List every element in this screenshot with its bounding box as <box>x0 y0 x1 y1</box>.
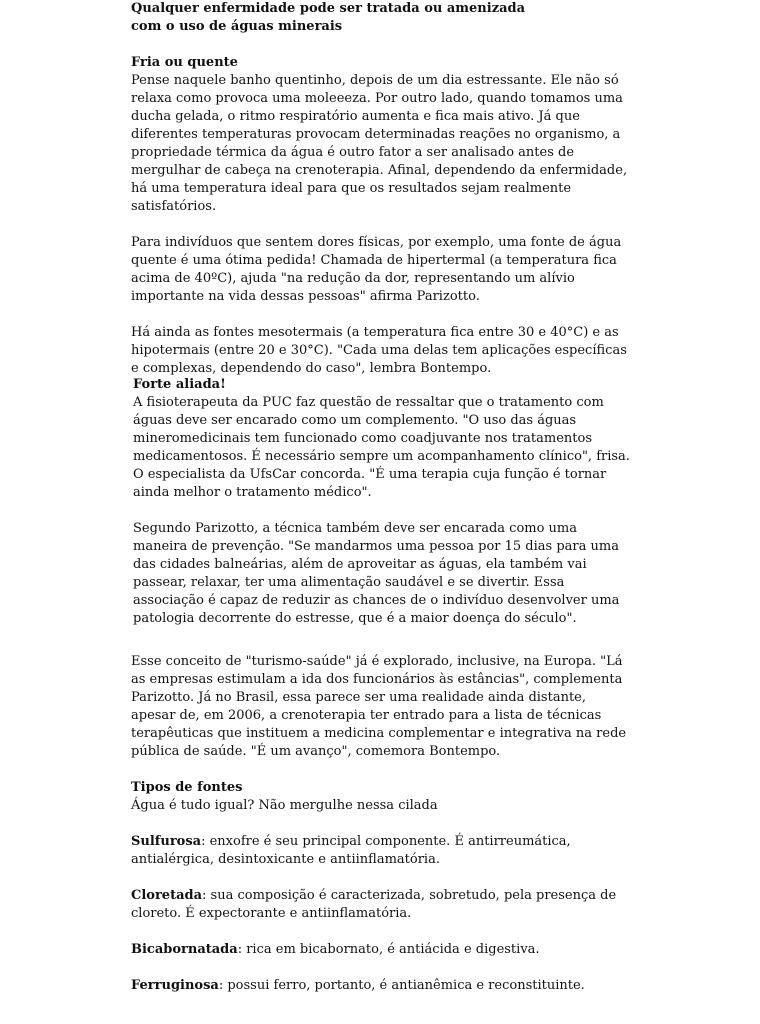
section-forte-aliada <box>133 376 633 628</box>
term-ferruginosa: Ferruginosa <box>131 978 219 993</box>
article-headline <box>131 0 631 36</box>
list-item-bicabornatada <box>131 941 631 959</box>
desc-ferruginosa: : possui ferro, portanto, é antianêmica e reconstituinte. <box>218 978 585 993</box>
list-item-sulfurosa <box>131 833 631 869</box>
list-item-ferruginosa <box>131 977 631 995</box>
section-title-forte: Forte aliada! <box>133 377 226 392</box>
desc-bicabornatada: : rica em bicabornato, é antiácida e digestiva. <box>237 942 540 957</box>
section-subtitle-tipos: Água é tudo igual? Não mergulhe nessa cilada <box>131 798 438 813</box>
paragraph-fria-3: Há ainda as fontes mesotermais (a temperatura fica entre 30 e 40°C) e as hipotermais (entre 20 e 30°C). "Cada uma delas tem aplicações específicas e complexas, dependendo do caso", lembra Bontempo. <box>131 325 627 376</box>
desc-cloretada: : sua composição é caracterizada, sobretudo, pela presença de cloreto. É expectorante e antiinflamatória. <box>131 888 617 921</box>
paragraph-fria-2: Para indivíduos que sentem dores físicas, por exemplo, uma fonte de água quente é uma ótima pedida! Chamada de hipertermal (a temperatura fica acima de 40ºC), ajuda "na redução da dor, representando um alívio importante na vida dessas pessoas" afirma Parizotto. <box>131 235 622 304</box>
section-tipos-de-fontes <box>131 779 631 995</box>
term-cloretada: Cloretada <box>131 888 203 903</box>
section-turismo-saude <box>131 653 631 761</box>
paragraph-forte-2: Segundo Parizotto, a técnica também deve ser encarada como uma maneira de prevenção. "Se mandarmos uma pessoa por 15 dias para uma das cidades balneárias, além de aproveitar as águas, ela também vai passear, relaxar, ter uma alimentação saudável e se divertir. Essa associação é capaz de reduzir as chances de o indivíduo desenvolver uma patologia decorrente do estresse, que é a maior doença do século". <box>133 521 620 626</box>
section-title-tipos: Tipos de fontes <box>131 780 243 795</box>
paragraph-fria-1: Pense naquele banho quentinho, depois de um dia estressante. Ele não só relaxa como provoca uma moleeeza. Por outro lado, quando tomamos uma ducha gelada, o ritmo respiratório aumenta e fica mais ativo. Já que diferentes temperaturas provocam determinadas reações no organismo, a propriedade térmica da água é outro fator a ser analisado antes de mergulhar de cabeça na crenoterapia. Afinal, dependendo da enfermidade, há uma temperatura ideal para que os resultados sejam realmente satisfatórios. <box>131 73 628 214</box>
list-item-cloretada <box>131 887 631 923</box>
headline-line-1: Qualquer enfermidade pode ser tratada ou amenizada <box>131 1 526 16</box>
term-sulfurosa: Sulfurosa <box>131 834 202 849</box>
desc-sulfurosa: : enxofre é seu principal componente. É antirreumática, antialérgica, desintoxicante e antiinflamatória. <box>131 834 571 867</box>
section-fria-ou-quente <box>131 54 631 376</box>
headline-line-2: com o uso de águas minerais <box>131 19 343 34</box>
paragraph-turismo: Esse conceito de "turismo-saúde" já é explorado, inclusive, na Europa. "Lá as empresas estimulam a ida dos funcionários às estâncias", complementa Parizotto. Já no Brasil, essa parece ser uma realidade ainda distante, apesar de, em 2006, a crenoterapia ter entrado para a lista de técnicas terapêuticas que instituem a medicina complementar e integrativa na rede pública de saúde. "É um avanço", comemora Bontempo. <box>131 654 627 759</box>
paragraph-forte-1: A fisioterapeuta da PUC faz questão de ressaltar que o tratamento com águas deve ser encarado como um complemento. "O uso das águas mineromedicinais tem funcionado como coadjuvante nos tratamentos medicamentosos. É necessário sempre um acompanhamento clínico", frisa. O especialista da UfsCar concorda. "É uma terapia cuja função é tornar ainda melhor o tratamento médico". <box>133 395 630 500</box>
term-bicabornatada: Bicabornatada <box>131 942 238 957</box>
section-title-fria: Fria ou quente <box>131 55 238 70</box>
